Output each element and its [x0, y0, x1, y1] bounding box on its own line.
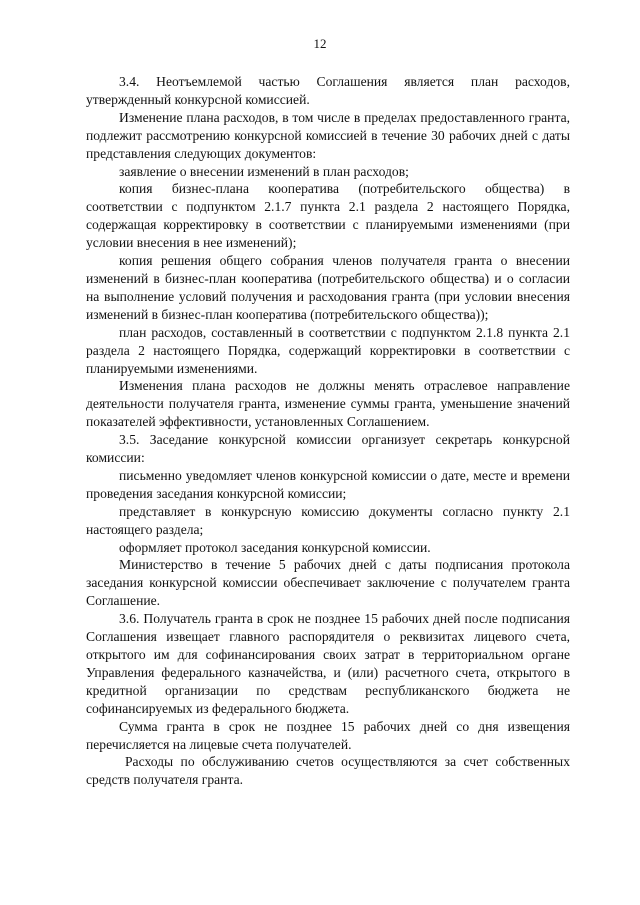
- paragraph-3-6: 3.6. Получатель гранта в срок не позднее 15 рабочих дней после подписания Соглашения извещает главного распорядителя о реквизитах лицевого счета, открытого им для софинансирования своих затрат в территориальном органе Управления федерального казначейства, и (или) расчетного счета, открытого в кредитной организации по средствам республиканского бюджета не софинансируемых из федерального бюджета.: [86, 611, 570, 716]
- paragraph-list-item: оформляет протокол заседания конкурсной комиссии.: [119, 539, 431, 555]
- paragraph-list-item: представляет в конкурсную комиссию документы согласно пункту 2.1 настоящего раздела;: [86, 503, 570, 537]
- paragraph-budget-restrictions: Изменения плана расходов не должны менять отраслевое направление деятельности получателя гранта, изменение суммы гранта, уменьшение значений показателей эффективности, установленных Соглашением.: [86, 378, 570, 430]
- page-number: 12: [313, 36, 327, 51]
- paragraph-3-5: 3.5. Заседание конкурсной комиссии организует секретарь конкурсной комиссии:: [86, 432, 570, 466]
- paragraph-grant-transfer: Сумма гранта в срок не позднее 15 рабочих дней со дня извещения перечисляется на лицевые счета получателей.: [86, 718, 570, 752]
- paragraph-list-item: заявление о внесении изменений в план расходов;: [119, 163, 409, 179]
- document-body: [86, 73, 570, 789]
- paragraph-budget-change: Изменение плана расходов, в том числе в пределах предоставленного гранта, подлежит рассмотрению конкурсной комиссией в течение 30 рабочих дней с даты представления следующих документов:: [86, 109, 570, 161]
- paragraph-ministry: Министерство в течение 5 рабочих дней с даты подписания протокола заседания конкурсной комиссии обеспечивает заключение с получателем гранта Соглашение.: [86, 557, 570, 609]
- paragraph-list-item: копия бизнес-плана кооператива (потребительского общества) в соответствии с подпунктом 2.1.7 пункта 2.1 раздела 2 настоящего Порядка, содержащая корректировку в соответствии с планируемыми изменениями (при условии внесения в нее изменений);: [86, 181, 570, 251]
- paragraph-list-item: план расходов, составленный в соответствии с подпунктом 2.1.8 пункта 2.1 раздела 2 настоящего Порядка, содержащий корректировки в соответствии с планируемыми изменениями.: [86, 324, 570, 376]
- paragraph-account-expenses: Расходы по обслуживанию счетов осуществляются за счет собственных средств получателя гранта.: [86, 754, 570, 788]
- paragraph-list-item: копия решения общего собрания членов получателя гранта о внесении изменений в бизнес-план кооператива (потребительского общества) и о согласии на выполнение условий получения и расходования гранта (при условии внесения изменений в бизнес-план кооператива (потребительского общества));: [86, 253, 570, 322]
- paragraph-list-item: письменно уведомляет членов конкурсной комиссии о дате, месте и времени проведения заседания конкурсной комиссии;: [86, 467, 570, 501]
- paragraph-3-4: 3.4. Неотъемлемой частью Соглашения является план расходов, утвержденный конкурсной комиссией.: [86, 74, 570, 107]
